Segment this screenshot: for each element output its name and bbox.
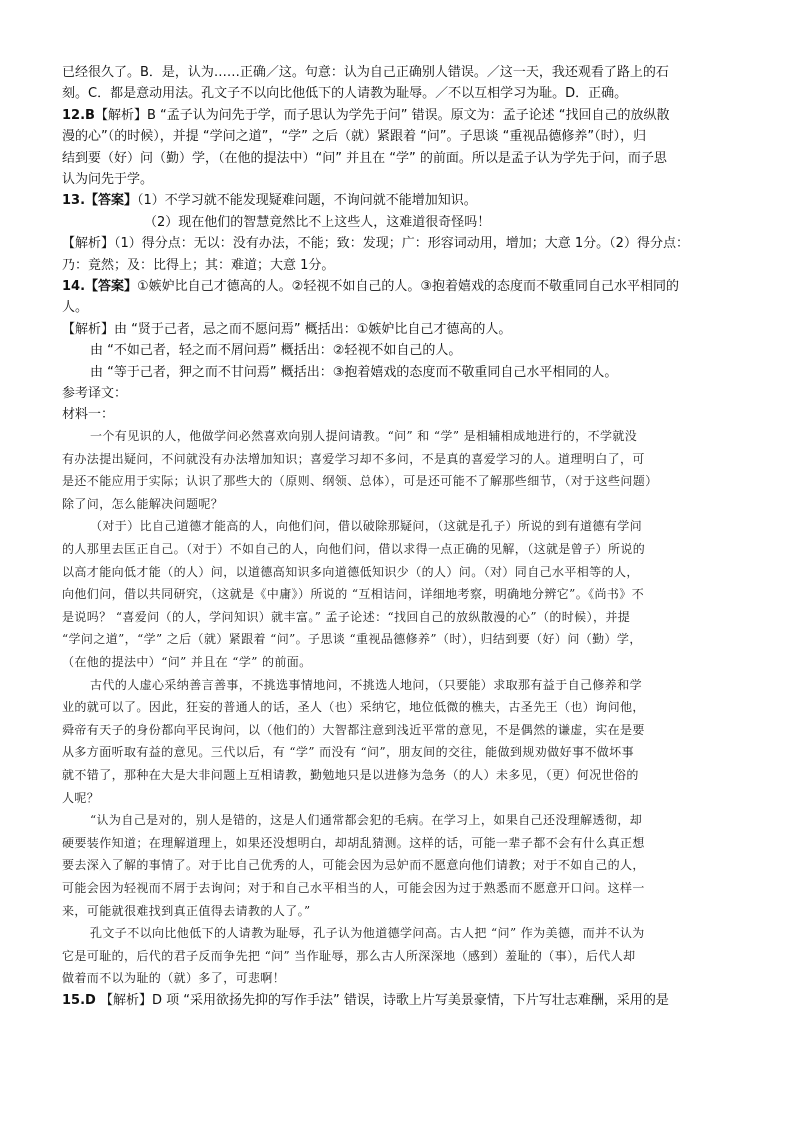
text-line: 已经很久了。B．是，认为……正确／这。句意：认为自己正确别人错误。／这一天，我还观看了路上的石 <box>62 65 669 80</box>
translation-paragraph-5 <box>62 922 738 990</box>
q15-label: 15.D <box>62 992 96 1008</box>
translation-line: 古代的人虚心采纳善言善事，不挑选事情地问，不挑选人地问，（只要能）求取那有益于自己修养和学 <box>90 677 643 692</box>
translation-line: 以高才能向低才能（的人）问，以道德高知识多向道德低知识少（的人）问。（对）同自己水平相等的人， <box>62 564 639 579</box>
q14-answer: 14.【答案】①嫉妒比自己才德高的人。②轻视不如自己的人。③抱着嬉戏的态度而不敬重同自己水平相同的 <box>62 279 679 295</box>
text-line: 【解析】由 “贤于己者，忌之而不愿问焉” 概括出：①嫉妒比自己才德高的人。 <box>62 321 512 337</box>
q15-analysis: 15.D 【解析】D 项 “采用欲扬先抑的写作手法” 错误，诗歌上片写美景豪情，下片写壮志难酬，采用的是 <box>62 992 669 1008</box>
text-line: 由 “等于己者，狎之而不甘问焉” 概括出：③抱着嬉戏的态度而不敬重同自己水平相同的人。 <box>90 364 618 380</box>
translation-line: 有办法提出疑问，不问就没有办法增加知识；喜爱学习却不多问，不是真的喜爱学习的人。道理明白了，可 <box>62 451 645 466</box>
translation-line: 做着而不以为耻的（就）多了，可悲啊！ <box>62 971 286 986</box>
translation-paragraph-2 <box>62 515 738 673</box>
translation-line: （在他的提法中）“问” 并且在 “学” 的前面。 <box>62 655 312 670</box>
translation-paragraph-3 <box>62 674 738 810</box>
reference-translation-title: 参考译文： <box>62 386 128 402</box>
translation-line: 就不错了，那种在大是大非问题上互相请教，勤勉地只是以进修为急务（的人）未多见，（更）何况世俗的 <box>62 768 639 782</box>
text-line: 刻。C．都是意动用法。孔文子不以向比他低下的人请教为耻辱。／不以互相学习为耻。D．正确。 <box>62 86 628 102</box>
translation-line: “学问之道”，“学” 之后（就）紧跟着 “问”。子思谈 “重视品德修养”（时），归结到要（好）问（勤）学， <box>62 632 642 647</box>
text-line: 乃：竟然；及：比得上；其：难道；大意 1分。 <box>62 257 335 273</box>
material-one-heading: 材料一： <box>62 407 115 423</box>
translation-line: 孔文子不以向比他低下的人请教为耻辱，孔子认为他道德学问高。古人把 “问” 作为美德，而并不认为 <box>90 926 645 941</box>
text-line: 结到要（好）问（勤）学，（在他的提法中）“问” 并且在 “学” 的前面。所以是孟子认为学先于问，而子思 <box>62 150 667 166</box>
text-line: （2）现在他们的智慧竟然比不上这些人，这难道很奇怪吗！ <box>144 214 491 230</box>
text-line: 认为问先于学。 <box>62 172 154 188</box>
text-line: 人。 <box>62 300 89 316</box>
q12-label: 12.B <box>62 107 95 123</box>
translation-line: （对于）比自己道德才能高的人，向他们问，借以破除那疑问，（这就是孔子）所说的到有道德有学问 <box>90 519 643 534</box>
answer-page <box>62 62 738 1011</box>
translation-line: 人呢？ <box>62 790 100 805</box>
translation-line: 业的就可以了。因此，狂妄的普通人的话，圣人（也）采纳它，地位低微的樵夫，古圣先王（也）询问他， <box>62 700 645 715</box>
q13-answer: 13.【答案】（1）不学习就不能发现疑难问题，不询问就不能增加知识。 <box>62 193 477 209</box>
translation-line: 硬要装作知道；在理解道理上，如果还没想明白，却胡乱猜测。这样的话，可能一辈子都不会有什么真正想 <box>62 835 645 850</box>
translation-line: 是还不能应用于实际；认识了那些大的（原则、纲领、总体），可是还可能不了解那些细节，（对于这些问题） <box>62 474 658 489</box>
translation-line: 舜帝有天子的身份都向平民询问，以（他们的）大智都注意到浅近平常的意见，不是偶然的谦虚，实在是要 <box>62 722 645 737</box>
translation-line: 向他们问，借以共同研究，（这就是《中庸》）所说的 “互相诘问，详细地考察，明确地分辨它”。《尚书》不 <box>62 587 645 602</box>
translation-paragraph-1 <box>62 425 738 515</box>
text-line: 【解析】（1）得分点：无以：没有办法，不能；致：发现；广：形容词动用，增加；大意 1分。（2）得分点： <box>62 236 689 252</box>
translation-line: “认为自己是对的，别人是错的，这是人们通常都会犯的毛病。在学习上，如果自己还没理解透彻，却 <box>90 813 643 828</box>
q14-label: 14.【答案】 <box>62 279 138 295</box>
q13-label: 13.【答案】 <box>62 193 138 209</box>
translation-line: 是说吗？ “喜爱问（的人，学问知识）就丰富。” 孟子论述：“找回自己的放纵散漫的心”（的时候），并提 <box>62 609 631 624</box>
translation-line: 从多方面听取有益的意见。三代以后，有 “学” 而没有 “问”，朋友间的交往，能做到规劝做好事不做坏事 <box>62 745 634 760</box>
translation-line: 要去深入了解的事情了。对于比自己优秀的人，可能会因为忌妒而不愿意向他们请教；对于不如自己的人， <box>62 858 645 873</box>
translation-line: 除了问，怎么能解决问题呢？ <box>62 496 224 511</box>
translation-line: 的人那里去匡正自己。（对于）不如自己的人，向他们问，借以求得一点正确的见解，（这就是曾子）所说的 <box>62 542 646 557</box>
q12-analysis: 12.B【解析】B “孟子认为问先于学，而子思认为学先于问” 错误。原文为：孟子论述 “找回自己的放纵散 <box>62 107 670 123</box>
translation-line: 来，可能就很难找到真正值得去请教的人了。” <box>62 903 311 918</box>
translation-line: 可能会因为轻视而不屑于去询问；对于和自己水平相当的人，可能会因为过于熟悉而不愿意开口问。这样一 <box>62 880 645 895</box>
translation-paragraph-4 <box>62 809 738 922</box>
translation-line: 它是可耻的，后代的君子反而争先把 “问” 当作耻辱，那么古人所深深地（感到）羞耻的（事），后代人却 <box>62 948 636 963</box>
text-line: 漫的心”（的时候），并提 “学问之道”，“学” 之后（就）紧跟着 “问”。子思谈 “重视品德修养”（时），归 <box>62 129 647 145</box>
text-line: 由 “不如己者，轻之而不屑问焉” 概括出：②轻视不如自己的人。 <box>90 343 462 359</box>
translation-line: 一个有见识的人，他做学问必然喜欢向别人提问请教。“问” 和 “学” 是相辅相成地进行的，不学就没 <box>90 429 638 444</box>
